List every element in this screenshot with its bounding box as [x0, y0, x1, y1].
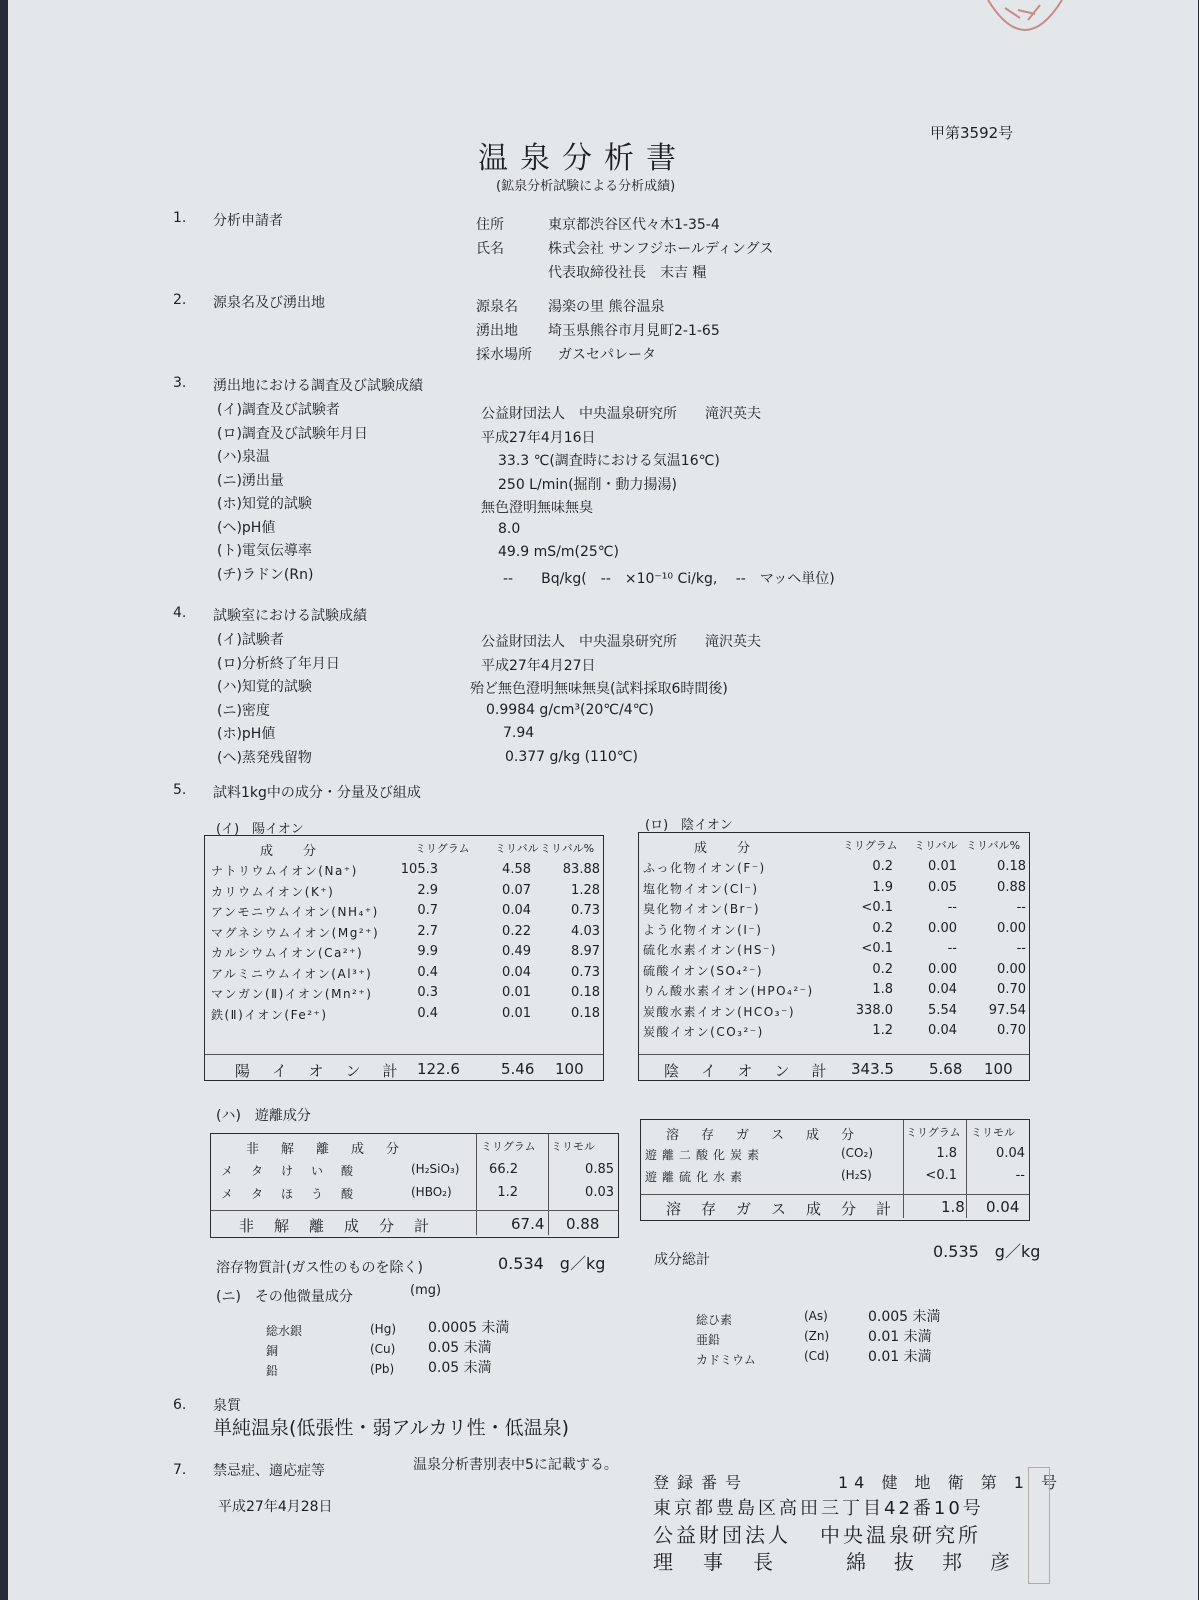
issuer-person: 綿抜邦彦: [846, 1550, 1038, 1574]
table-cell: メタほう酸: [221, 1187, 372, 1201]
issuer-org-name: 中央温泉研究所: [820, 1523, 981, 1547]
field-label: (ロ)分析終了年月日: [217, 655, 340, 672]
table-cell: (CO₂): [841, 1146, 873, 1160]
column-divider: [476, 1134, 477, 1235]
field-label: (イ)試験者: [217, 632, 284, 648]
trace-symbol: (Pb): [370, 1362, 395, 1376]
table-cell: (H₂S): [841, 1168, 872, 1182]
table-cell: --: [1015, 1168, 1025, 1183]
table-header: 成分 ミリグラム ミリバル ミリバル%: [694, 839, 1021, 856]
trace-name: カドミウム: [696, 1353, 756, 1367]
trace-value: 0.05 未満: [428, 1360, 492, 1376]
column-divider: [903, 1120, 904, 1218]
field-label: (ニ)密度: [217, 702, 270, 719]
field-label: (ハ)知覚的試験: [217, 679, 312, 695]
field-value: 0.9984 g/cm³(20℃/4℃): [486, 701, 654, 718]
field-label: (ヘ)pH値: [217, 519, 276, 536]
table-cell: 0.2: [872, 859, 893, 874]
section-label: 分析申請者: [213, 213, 283, 229]
table-cell: 0.3: [417, 985, 438, 1000]
field-value: 8.0: [498, 520, 521, 537]
table-cell: 0.04: [928, 1023, 957, 1038]
trace-symbol: (Hg): [370, 1322, 397, 1336]
table-cell: よう化物イオン(I⁻): [643, 922, 763, 937]
table-cell: カルシウムイオン(Ca²⁺): [211, 946, 364, 960]
section-number: 3.: [173, 375, 187, 391]
section-label: 源泉名及び湧出地: [213, 295, 325, 311]
section-number: 2.: [173, 292, 187, 308]
table-header: 成分 ミリグラム ミリバル ミリバル%: [260, 842, 595, 859]
table-row: [211, 1185, 618, 1207]
trace-value: 0.05 未満: [428, 1340, 492, 1356]
table-row: [639, 1023, 1029, 1045]
nondissociated-table: [210, 1133, 619, 1238]
total-label: 成分総計: [654, 1252, 710, 1268]
table-cell: 0.01: [928, 859, 957, 874]
table-row: [639, 1003, 1029, 1025]
field-label: 湧出地: [476, 323, 518, 339]
table-total-row: 陰イオン計 343.5 5.68 100: [664, 1060, 1013, 1080]
table-row: [639, 880, 1029, 902]
table-row: [639, 859, 1029, 881]
section-number: 4.: [173, 605, 187, 621]
table-cell: 0.01: [502, 985, 531, 1000]
table-cell: 1.8: [936, 1146, 957, 1161]
field-value: 平成27年4月27日: [481, 657, 596, 674]
table-cell: --: [1016, 941, 1026, 956]
table-row: [205, 924, 603, 946]
table-total-row: 溶存ガス成分計 1.8 0.04: [666, 1198, 1020, 1218]
field-label: (ハ)泉温: [217, 449, 270, 465]
table-cell: <0.1: [861, 900, 893, 915]
section-label: 禁忌症、適応症等: [213, 1463, 325, 1479]
table-cell: --: [947, 941, 957, 956]
table-cell: 0.85: [585, 1162, 614, 1177]
table-row: [205, 985, 603, 1007]
table-cell: 0.04: [502, 903, 531, 918]
table-cell: 0.2: [872, 961, 893, 977]
field-value: 250 L/min(掘削・動力揚湯): [498, 476, 678, 493]
field-value: ガスセパレータ: [558, 347, 656, 363]
table-row: [641, 1168, 1029, 1190]
table-cell: 0.88: [997, 879, 1026, 895]
section-number: 7.: [173, 1462, 187, 1478]
table-cell: 2.7: [417, 923, 438, 939]
table-row: [639, 941, 1029, 963]
table-cell: 9.9: [417, 944, 438, 959]
section-number: 5.: [173, 782, 187, 798]
table-row: [639, 982, 1029, 1004]
total-value: 0.535 g／kg: [933, 1242, 1041, 1261]
field-value: 湯楽の里 熊谷温泉: [548, 299, 665, 315]
table-cell: アルミニウムイオン(Al³⁺): [211, 966, 373, 981]
table-row: [205, 903, 603, 925]
trace-symbol: (Cd): [804, 1349, 830, 1363]
field-value: 温泉分析書別表中5に記載する。: [413, 1457, 618, 1473]
table-row: [205, 1006, 603, 1028]
table-cell: 0.00: [928, 920, 957, 936]
field-value: 代表取締役社長 末吉 糧: [548, 265, 707, 281]
table-cell: マグネシウムイオン(Mg²⁺): [211, 925, 380, 940]
table-cell: 0.07: [502, 882, 531, 898]
field-label: (ト)電気伝導率: [217, 543, 312, 559]
table-cell: 0.00: [997, 961, 1026, 977]
field-label: 氏名: [476, 241, 504, 257]
table-cell: --: [947, 900, 957, 915]
field-label: (ホ)pH値: [217, 726, 276, 742]
table-row: [205, 944, 603, 966]
section-label: 泉質: [213, 1398, 241, 1414]
field-value: 7.94: [503, 725, 535, 741]
table-cell: 1.2: [872, 1023, 893, 1038]
field-label: 源泉名: [476, 299, 518, 315]
trace-symbol: (As): [804, 1309, 828, 1323]
total-value: 0.534 g／kg: [498, 1254, 606, 1273]
table-cell: 4.03: [571, 923, 600, 939]
table-cell: <0.1: [861, 941, 893, 956]
table-cell: 塩化物イオン(Cl⁻): [643, 881, 759, 896]
issuer-address: 東京都豊島区高田三丁目42番10号: [653, 1498, 984, 1519]
field-value: 公益財団法人 中央温泉研究所 滝沢英夫: [481, 634, 761, 650]
table-cell: 66.2: [489, 1162, 518, 1177]
table-cell: 0.05: [928, 879, 957, 895]
table-cell: 0.70: [997, 1023, 1026, 1038]
trace-value: 0.01 未満: [868, 1349, 932, 1365]
trace-name: 総ひ素: [696, 1313, 733, 1327]
table-cell: アンモニウムイオン(NH₄⁺): [211, 905, 379, 919]
certificate-number: 甲第3592号: [930, 124, 1014, 142]
spring-quality: 単純温泉(低張性・弱アルカリ性・低温泉): [213, 1417, 570, 1439]
table-row: [205, 965, 603, 987]
field-label: 採水場所: [476, 347, 532, 363]
trace-symbol: (Zn): [804, 1329, 830, 1343]
section-label: 湧出地における調査及び試験成績: [213, 378, 423, 394]
table-cell: メタけい酸: [221, 1164, 372, 1178]
table-cell: 0.4: [417, 964, 438, 980]
table-cell: 5.54: [928, 1002, 957, 1018]
table-cell: 0.7: [417, 903, 438, 918]
table-title: (ハ) 遊離成分: [216, 1108, 311, 1124]
trace-name: 総水銀: [266, 1324, 303, 1338]
table-cell: マンガン(Ⅱ)イオン(Mn²⁺): [211, 987, 373, 1001]
table-header: 非解離成分 ミリグラム ミリモル: [246, 1140, 595, 1157]
table-cell: 338.0: [855, 1002, 893, 1018]
table-cell: 0.70: [997, 982, 1026, 997]
table-cell: 遊離二酸化炭素: [645, 1148, 765, 1162]
page-title: 温泉分析書: [478, 141, 688, 176]
section-label: 試料1kg中の成分・分量及び組成: [213, 785, 421, 801]
table-row: [639, 900, 1029, 922]
table-cell: 1.28: [571, 882, 600, 898]
table-cell: りん酸水素イオン(HPO₄²⁻): [643, 984, 814, 998]
table-cell: 1.9: [872, 879, 893, 895]
table-total-row: 陽イオン計 122.6 5.46 100: [235, 1060, 584, 1080]
table-cell: (HBO₂): [411, 1185, 452, 1199]
table-cell: 0.4: [417, 1005, 438, 1021]
table-header: 溶存ガス成分 ミリグラム ミリモル: [666, 1126, 1015, 1143]
trace-name: 鉛: [266, 1364, 279, 1378]
registration-value: 14 健 地 衛 第 1 号: [838, 1473, 1064, 1492]
table-cell: 2.9: [417, 882, 438, 898]
table-cell: --: [1016, 900, 1026, 915]
table-cell: 遊離硫化水素: [645, 1170, 748, 1184]
table-cell: <0.1: [925, 1168, 957, 1183]
table-cell: 97.54: [988, 1002, 1026, 1018]
trace-value: 0.0005 未満: [428, 1320, 510, 1336]
field-label: (ホ)知覚的試験: [217, 496, 312, 512]
table-row: [205, 862, 603, 884]
table-cell: 0.04: [928, 982, 957, 997]
table-cell: (H₂SiO₃): [411, 1162, 460, 1176]
field-value: 殆ど無色澄明無味無臭(試料採取6時間後): [470, 681, 728, 697]
table-cell: 0.04: [996, 1146, 1025, 1161]
field-label: 住所: [476, 217, 504, 233]
trace-unit: (mg): [410, 1283, 442, 1298]
document-page: [8, 0, 1198, 1600]
column-divider: [966, 1120, 967, 1218]
table-cell: 0.18: [997, 859, 1026, 874]
table-cell: 1.2: [497, 1185, 518, 1200]
trace-value: 0.01 未満: [868, 1329, 932, 1345]
table-row: [639, 962, 1029, 984]
field-value: 平成27年4月16日: [481, 429, 596, 446]
table-title: (イ) 陽イオン: [216, 822, 304, 837]
cation-table: [204, 835, 604, 1081]
trace-value: 0.005 未満: [868, 1309, 941, 1325]
trace-title: (ニ) その他微量成分: [216, 1289, 353, 1305]
section-label: 試験室における試験成績: [213, 608, 367, 624]
issuer-org-type: 公益財団法人: [653, 1523, 791, 1547]
field-value: 公益財団法人 中央温泉研究所 滝沢英夫: [481, 406, 761, 422]
table-row: [639, 921, 1029, 943]
table-cell: 105.3: [400, 862, 438, 877]
table-cell: 0.22: [502, 923, 531, 939]
field-value: 無色澄明無味無臭: [481, 500, 593, 516]
field-label: (ニ)湧出量: [217, 472, 284, 489]
anion-table: [638, 832, 1030, 1081]
table-cell: 1.8: [872, 982, 893, 997]
table-cell: 硫化水素イオン(HS⁻): [643, 943, 777, 957]
table-cell: 炭酸イオン(CO₃²⁻): [643, 1025, 764, 1039]
table-cell: 83.88: [562, 862, 600, 877]
total-label: 溶存物質計(ガス性のものを除く): [216, 1260, 423, 1276]
table-total-row: 非解離成分計 67.4 0.88: [239, 1215, 600, 1235]
table-cell: 0.49: [502, 944, 531, 959]
table-cell: 8.97: [571, 944, 600, 959]
table-row: [205, 883, 603, 905]
table-cell: 臭化物イオン(Br⁻): [643, 902, 761, 916]
section-number: 1.: [173, 210, 187, 226]
table-cell: 0.18: [571, 1005, 600, 1021]
table-row: [641, 1146, 1029, 1168]
field-value: 33.3 ℃(調査時における気温16℃): [498, 453, 720, 469]
field-label: (ロ)調査及び試験年月日: [217, 425, 368, 442]
field-value: 0.377 g/kg (110℃): [505, 748, 638, 765]
table-cell: 硫酸イオン(SO₄²⁻): [643, 963, 764, 978]
field-label: (ヘ)蒸発残留物: [217, 749, 312, 766]
field-value: 埼玉県熊谷市月見町2-1-65: [548, 323, 720, 339]
table-cell: 0.73: [571, 964, 600, 980]
table-cell: ナトリウムイオン(Na⁺): [211, 864, 358, 878]
table-cell: ふっ化物イオン(F⁻): [643, 861, 766, 875]
field-value: 49.9 mS/m(25℃): [498, 544, 619, 560]
dissolved-gas-table: [640, 1119, 1030, 1221]
table-title: (ロ) 陰イオン: [645, 818, 733, 833]
table-cell: 炭酸水素イオン(HCO₃⁻): [643, 1004, 795, 1019]
field-label: (イ)調査及び試験者: [217, 402, 340, 418]
table-cell: 4.58: [502, 862, 531, 877]
seal-box: [1028, 1467, 1050, 1584]
registration-label: 登録番号: [653, 1473, 750, 1492]
table-cell: 0.00: [928, 961, 957, 977]
table-cell: カリウムイオン(K⁺): [211, 884, 335, 899]
table-cell: 0.73: [571, 903, 600, 918]
issuer-title: 理事長: [653, 1550, 803, 1574]
trace-name: 亜鉛: [696, 1333, 721, 1347]
section-number: 6.: [173, 1397, 187, 1413]
column-divider: [548, 1134, 549, 1235]
table-cell: 0.04: [502, 964, 531, 980]
trace-symbol: (Cu): [370, 1342, 396, 1356]
table-cell: 0.18: [571, 985, 600, 1000]
table-cell: 鉄(Ⅱ)イオン(Fe²⁺): [211, 1007, 328, 1022]
table-cell: 0.01: [502, 1005, 531, 1021]
field-value: 東京都渋谷区代々木1-35-4: [548, 217, 720, 233]
trace-name: 銅: [266, 1344, 279, 1358]
table-cell: 0.03: [585, 1185, 614, 1200]
field-label: (チ)ラドン(Rn): [217, 566, 314, 583]
issue-date: 平成27年4月28日: [218, 1499, 333, 1515]
page-subtitle: (鉱泉分析試験による分析成績): [496, 179, 676, 194]
table-cell: 0.2: [872, 920, 893, 936]
field-value: -- Bq/kg( -- ×10⁻¹⁰ Ci/kg, -- マッヘ単位): [503, 570, 835, 587]
seal-stamp-icon: [980, 0, 1070, 48]
field-value: 株式会社 サンフジホールディングス: [548, 241, 774, 257]
table-row: [211, 1162, 618, 1184]
table-cell: 0.00: [997, 920, 1026, 936]
